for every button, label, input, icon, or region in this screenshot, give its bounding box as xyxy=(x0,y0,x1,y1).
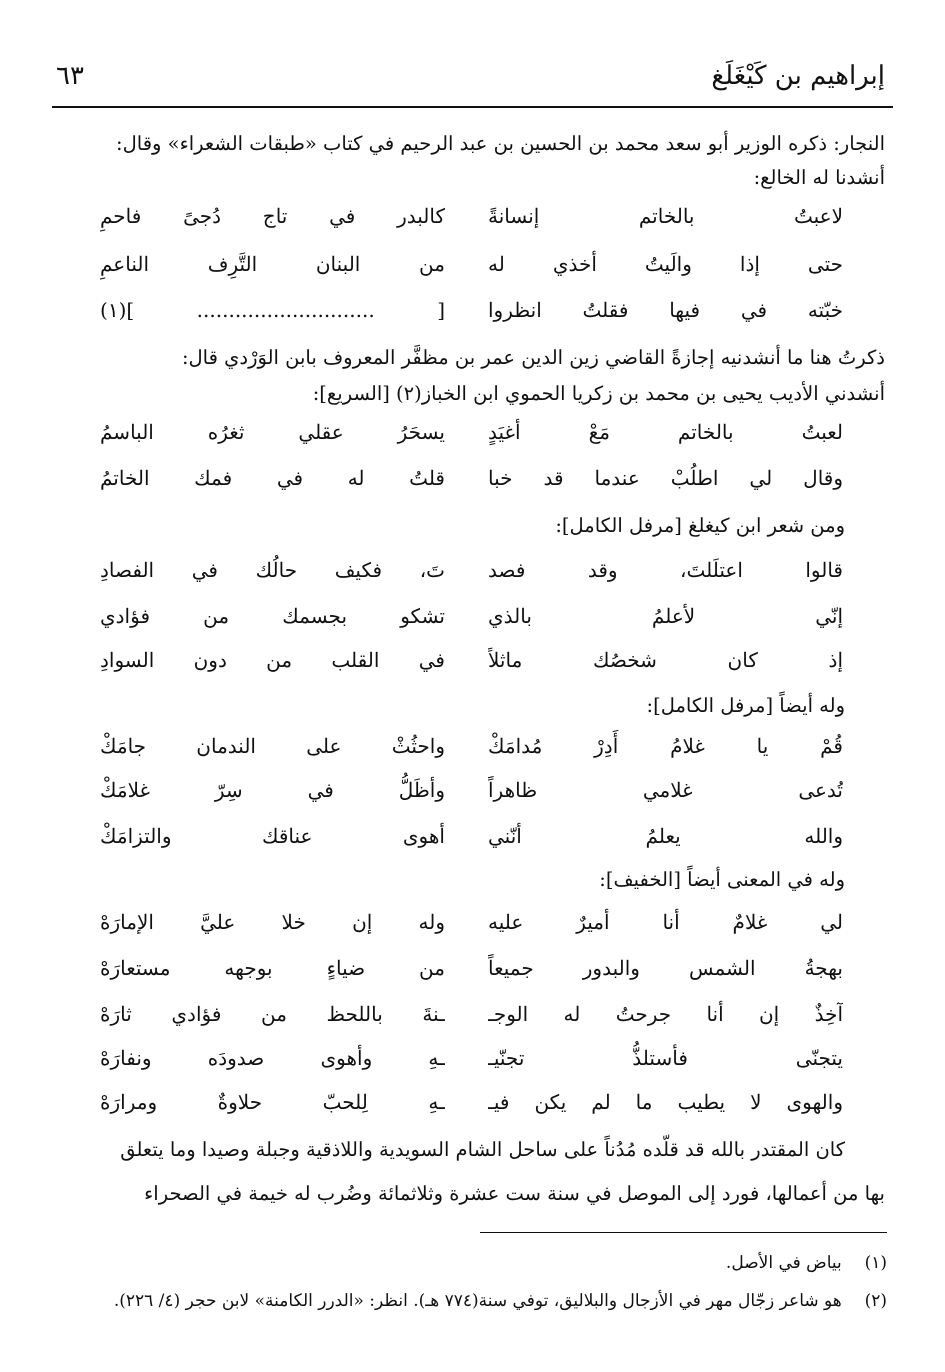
verse-right-hemistich: بهجةُ الشمس والبدور جميعاً xyxy=(488,956,843,980)
verse-left-hemistich: كالبدر في تاج دُجىً فاحمِ xyxy=(100,204,445,228)
verse-left-hemistich: من البنان التَّرِف الناعمِ xyxy=(100,252,445,276)
verse-left-hemistich: أهوى عناقك والتزامَكْ xyxy=(100,824,445,848)
verse-left-hemistich: ـنةَ باللحظ من فؤادي ثارَهْ xyxy=(100,1002,445,1026)
section-intro: وله في المعنى أيضاً [الخفيف]: xyxy=(599,868,845,891)
footnote-text: هو شاعر زجّال مهر في الأزجال والبلاليق، توفي سنة(٧٧٤ هـ). انظر: «الدرر الكامنة» لابن حجر (٤/ ٢٢٦). xyxy=(113,1291,842,1311)
verse-right-hemistich: قالوا اعتلَلتَ، وقد فصد xyxy=(488,558,843,582)
verse-right-hemistich: حتى إذا والَيتُ أخذي له xyxy=(488,252,843,276)
verse-right-hemistich: لاعبتُ بالخاتم إنسانةً xyxy=(488,204,843,228)
footnote-text: بياض في الأصل. xyxy=(725,1253,842,1273)
paragraph-line: كان المقتدر بالله قد قلّده مُدُناً على ساحل الشام السويدية واللاذقية وجبلة وصيدا وما يتعلق xyxy=(120,1138,845,1161)
verse-left-hemistich: يسحَرُ عقلي ثغرُه الباسمُ xyxy=(100,420,445,444)
verse-left-hemistich: ـهِ لِلحبّ حلاوةٌ ومرارَهْ xyxy=(100,1090,445,1114)
verse-right-hemistich: لعبتُ بالخاتم مَعْ أغيَدٍ xyxy=(488,420,843,444)
footnote-number: (١) xyxy=(864,1253,887,1273)
section-intro: ومن شعر ابن كيغلغ [مرفل الكامل]: xyxy=(555,514,845,537)
paragraph-line: أنشدني الأديب يحيى بن محمد بن زكريا الحموي ابن الخباز(٢) [السريع]: xyxy=(312,382,885,405)
footnote-1 xyxy=(50,1248,887,1278)
verse-right-hemistich: تُدعى غلامي ظاهراً xyxy=(488,778,843,802)
verse-right-hemistich: إذ كان شخصُك ماثلاً xyxy=(488,648,843,672)
verse-left-hemistich: في القلب من دون السوادِ xyxy=(100,648,445,672)
running-header-title: إبراهيم بن كَيْغَلَغ xyxy=(711,61,885,91)
verse-right-hemistich: إنّي لأعلمُ بالذي xyxy=(488,604,843,628)
verse-right-hemistich: والهوى لا يطيب ما لم يكن فيـ xyxy=(488,1090,843,1114)
paragraph-line: ذكرتُ هنا ما أنشدنيه إجازةً القاضي زين الدين عمر بن مظفَّر المعروف بابن الوَرْدي قال: xyxy=(181,346,885,369)
verse-right-hemistich: وقال لي اطلُبْ عندما قد خبا xyxy=(488,466,843,490)
verse-right-hemistich: يتجنّى فأستلذُّ تجنّيـ xyxy=(488,1046,843,1070)
verse-right-hemistich: لي غلامٌ أنا أميرٌ عليه xyxy=(488,910,843,934)
verse-left-hemistich: تشكو بجسمك من فؤادي xyxy=(100,604,445,628)
verse-right-hemistich: خبّته في فيها فقلتُ انظروا xyxy=(488,298,843,322)
paragraph-line: بها من أعمالها، فورد إلى الموصل في سنة ست عشرة وثلاثمائة وضُرب له خيمة في الصحراء xyxy=(144,1182,885,1205)
verse-right-hemistich: والله يعلمُ أنّني xyxy=(488,824,843,848)
verse-left-hemistich: من ضياءٍ بوجهه مستعارَهْ xyxy=(100,956,445,980)
paragraph-line: النجار: ذكره الوزير أبو سعد محمد بن الحسين بن عبد الرحيم في كتاب «طبقات الشعراء» وقال: xyxy=(116,132,885,155)
verse-left-hemistich: ـهِ وأهوى صدودَه ونفارَهْ xyxy=(100,1046,445,1070)
paragraph-line: أنشدنا له الخالع: xyxy=(753,166,885,189)
verse-right-hemistich: قُمْ يا غلامُ أَدِرْ مُدامَكْ xyxy=(488,734,843,758)
footnote-2 xyxy=(50,1286,887,1316)
section-intro: وله أيضاً [مرفل الكامل]: xyxy=(646,694,845,717)
verse-left-hemistich: وأظَلُّ في سِرّ غلامَكْ xyxy=(100,778,445,802)
verse-left-hemistich: [ ............................ ](١) xyxy=(100,298,445,322)
footnote-divider xyxy=(480,1232,887,1233)
verse-left-hemistich: واحثُثْ على الندمان جامَكْ xyxy=(100,734,445,758)
verse-left-hemistich: قلتُ له في فمك الخاتمُ xyxy=(100,466,445,490)
verse-left-hemistich: وله إن خلا عليَّ الإمارَهْ xyxy=(100,910,445,934)
verse-left-hemistich: تَ، فكيف حالُك في الفصادِ xyxy=(100,558,445,582)
header-divider xyxy=(52,106,893,108)
footnote-number: (٢) xyxy=(864,1291,887,1311)
verse-right-hemistich: آخِذٌ إن أنا جرحتُ له الوجـ xyxy=(488,1002,843,1026)
page-number: ٦٣ xyxy=(56,61,84,91)
